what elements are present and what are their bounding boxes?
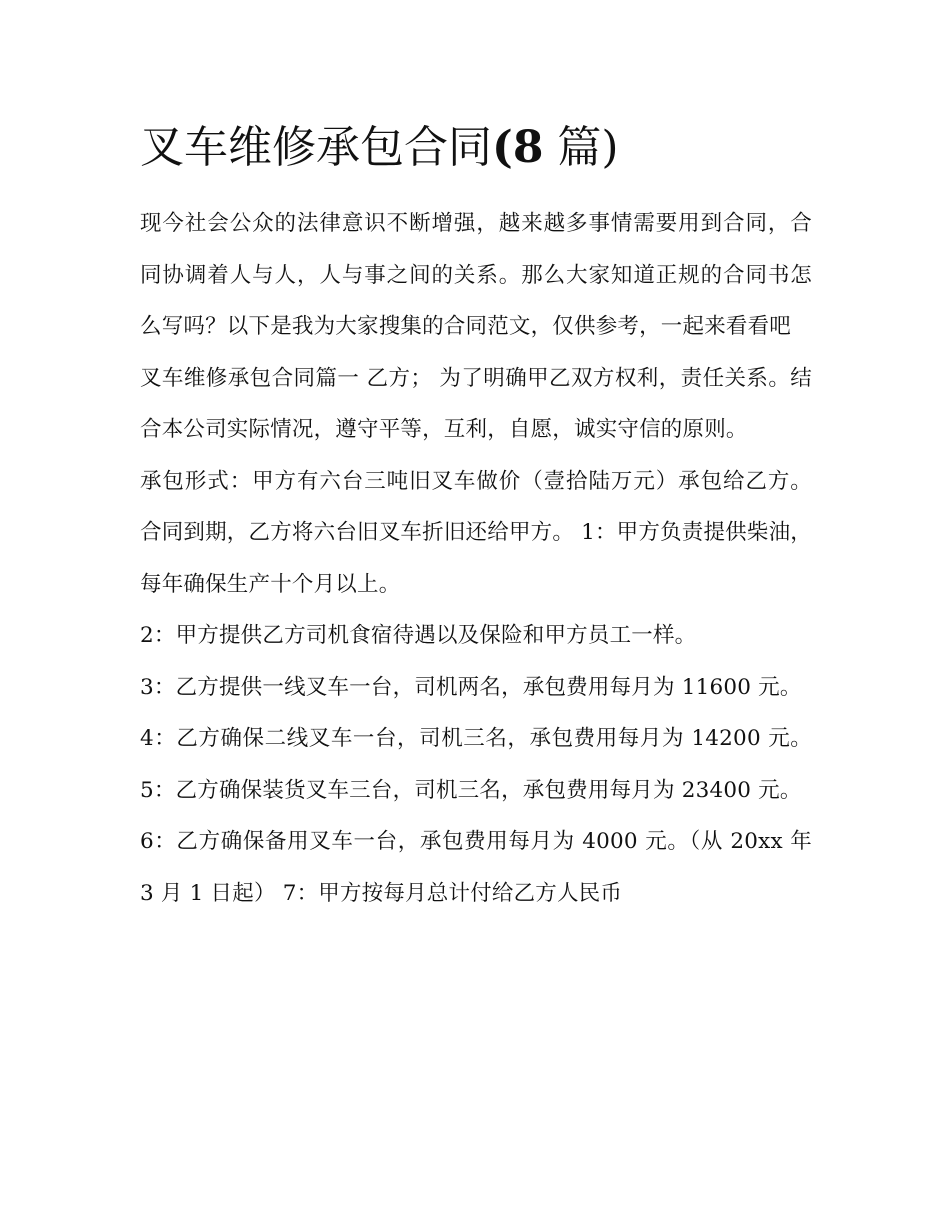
title-text: 叉车维修承包合同 [140, 122, 492, 173]
title-count: (8 [492, 122, 544, 173]
paragraph-intro: 现今社会公众的法律意识不断增强，越来越多事情需要用到合同，合同协调着人与人，人与事之间的关系。那么大家知道正规的合同书怎么写吗？以下是我为大家搜集的合同范文，仅供参考，一起来看看吧 [140, 211, 812, 339]
paragraph-clause-2: 2：甲方提供乙方司机食宿待遇以及保险和甲方员工一样。 [140, 623, 697, 648]
document-title [140, 118, 812, 178]
paragraph-clause-3: 3：乙方提供一线叉车一台，司机两名，承包费用每月为 11600 元。 [140, 674, 802, 700]
paragraph-contract-form: 承包形式：甲方有六台三吨旧叉车做价（壹拾陆万元）承包给乙方。合同到期，乙方将六台旧叉车折旧还给甲方。 1：甲方负责提供柴油，每年确保生产十个月以上。 [140, 468, 812, 597]
title-suffix: 篇) [543, 122, 619, 173]
paragraph-clause-6-7: 6：乙方确保备用叉车一台，承包费用每月为 4000 元。（从 20xx 年 3 月 1 日起） 7：甲方按每月总计付给乙方人民币 [140, 829, 812, 906]
document-page [140, 118, 812, 919]
paragraph-contract-part-one: 叉车维修承包合同篇一 乙方； 为了明确甲乙双方权利，责任关系。结合本公司实际情况，遵守平等，互利，自愿，诚实守信的原则。 [140, 365, 812, 442]
paragraph-clause-4-5: 4：乙方确保二线叉车一台，司机三名，承包费用每月为 14200 元。 5：乙方确保装货叉车三台，司机三名，承包费用每月为 23400 元。 [140, 726, 812, 803]
document-body [140, 198, 812, 919]
